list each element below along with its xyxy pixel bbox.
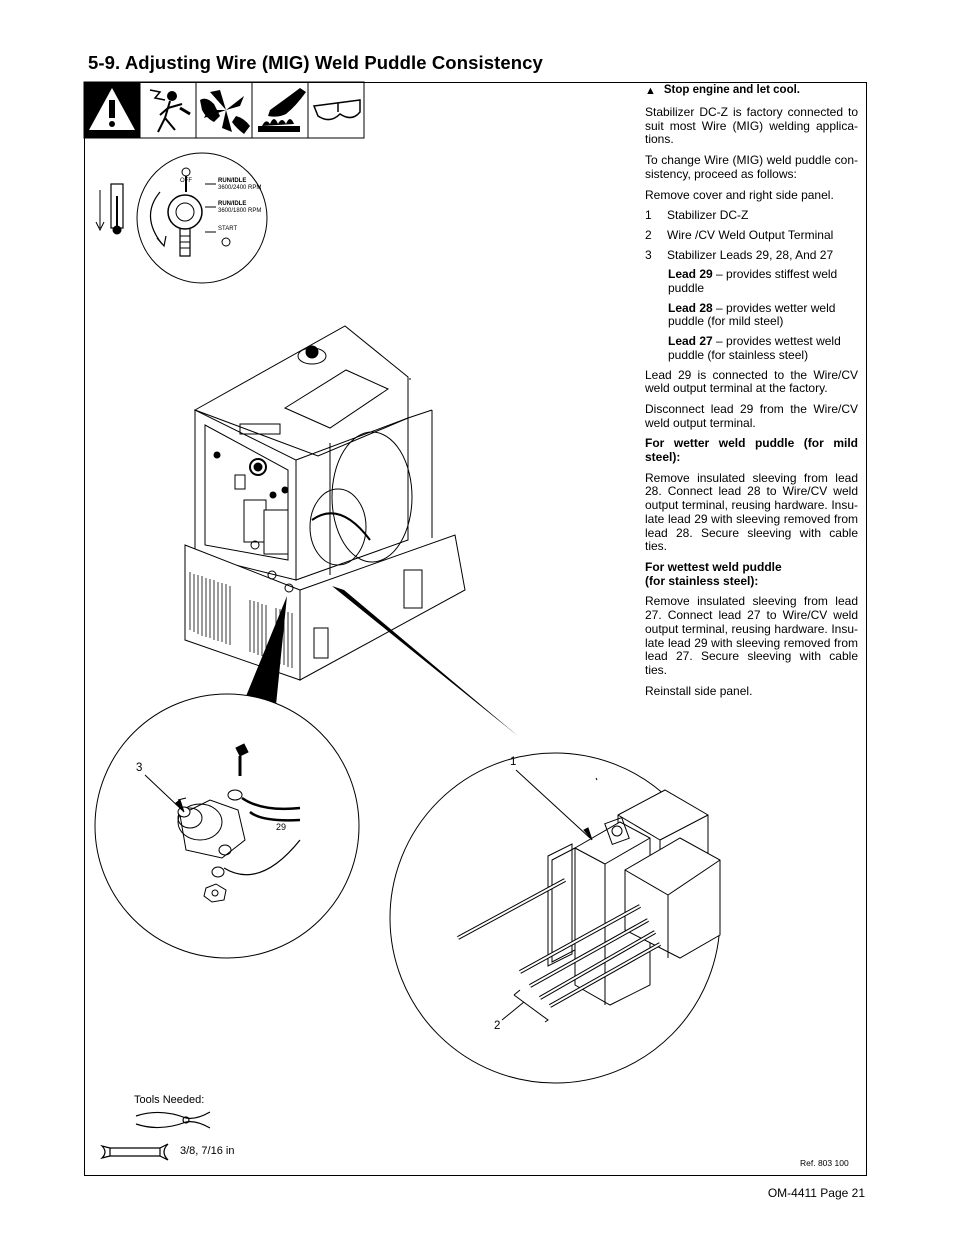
connected-paragraph: Lead 29 is connected to the Wire/CV weld output terminal at the factory. bbox=[645, 367, 858, 396]
reinstall-paragraph: Reinstall side panel. bbox=[645, 683, 753, 698]
engine-switch-icon bbox=[137, 153, 267, 283]
intro-paragraph-3: Remove cover and right side panel. bbox=[645, 187, 834, 202]
wrench-sizes: 3/8, 7/16 in bbox=[180, 1145, 235, 1157]
welder-generator-drawing bbox=[185, 326, 465, 680]
intro-paragraph-1: Stabilizer DC-Z is factory connected to suit most Wire (MIG) welding applica-tions. bbox=[645, 105, 858, 147]
wrench-icon bbox=[102, 1144, 168, 1160]
stainless-paragraph: Remove insulated sleeving from lead 27. Connect lead 27 to Wire/CV weld output terminal, reusing hardware. Insu-late lead 29 with sleeving removed from lead 27. Secure sleeving with cable ties. bbox=[645, 594, 858, 677]
switch-label-start: START bbox=[218, 226, 238, 232]
lead-28-desc: Lead 28 – provides wetter weld puddle (for mild steel) bbox=[668, 300, 836, 329]
moving-parts-icon bbox=[200, 90, 250, 134]
warning-triangle-icon: ▲ bbox=[645, 85, 656, 97]
lead-29-desc: Lead 29 – provides stiffest weld puddle bbox=[668, 267, 838, 296]
safety-glasses-icon bbox=[314, 100, 360, 120]
callout-3: 3 bbox=[136, 762, 143, 774]
callout-1: 1 bbox=[510, 756, 517, 768]
stabilizer-leads-detail bbox=[95, 694, 359, 958]
switch-label-off: OFF bbox=[180, 178, 192, 184]
mild-steel-paragraph: Remove insulated sleeving from lead 28. Connect lead 28 to Wire/CV weld output terminal, reusing hardware. Insu-late lead 29 with sleeving removed from lead 28. Secure sleeving with cable ties. bbox=[645, 470, 858, 554]
stainless-heading-1: For wettest weld puddle bbox=[645, 559, 782, 574]
page-title: 5-9. Adjusting Wire (MIG) Weld Puddle Consistency bbox=[88, 52, 543, 73]
switch-label-run-idle-2: RUN/IDLE bbox=[218, 201, 247, 207]
page-footer: OM-4411 Page 21 bbox=[767, 1186, 865, 1200]
switch-label-rpm-2: 3600/1800 RPM bbox=[218, 208, 262, 214]
electric-shock-icon bbox=[150, 90, 190, 132]
warning-icon bbox=[84, 82, 140, 138]
disconnect-paragraph: Disconnect lead 29 from the Wire/CV weld output terminal. bbox=[645, 401, 858, 430]
safety-icons bbox=[84, 82, 364, 138]
warning-text: Stop engine and let cool. bbox=[663, 84, 800, 96]
instructions-column bbox=[645, 84, 858, 705]
tools-needed-label: Tools Needed: bbox=[134, 1094, 205, 1106]
switch-label-run-idle-1: RUN/IDLE bbox=[218, 178, 247, 184]
reference-number: Ref. 803 100 bbox=[800, 1158, 849, 1168]
stainless-heading-2: (for stainless steel): bbox=[645, 573, 759, 588]
lead-27-desc: Lead 27 – provides wettest weld puddle (for stainless steel) bbox=[668, 334, 841, 362]
thermometer-icon bbox=[96, 184, 123, 234]
warning-line bbox=[645, 84, 858, 98]
switch-label-rpm-1: 3600/2400 RPM bbox=[218, 185, 262, 191]
mild-steel-heading: For wetter weld puddle (for mild steel): bbox=[645, 436, 858, 465]
hot-parts-icon bbox=[258, 88, 306, 132]
stabilizer-dcz-detail bbox=[390, 753, 720, 1083]
callout-2: 2 bbox=[494, 1020, 501, 1032]
list-item: 1 Stabilizer DC-Z bbox=[645, 208, 749, 223]
list-item: 3 Stabilizer Leads 29, 28, And 27 bbox=[645, 247, 834, 262]
intro-paragraph-2: To change Wire (MIG) weld puddle con-sistency, proceed as follows: bbox=[645, 153, 858, 181]
lead-29-label: 29 bbox=[276, 822, 287, 832]
list-item: 2 Wire /CV Weld Output Terminal bbox=[645, 227, 834, 242]
pliers-icon bbox=[136, 1112, 210, 1128]
